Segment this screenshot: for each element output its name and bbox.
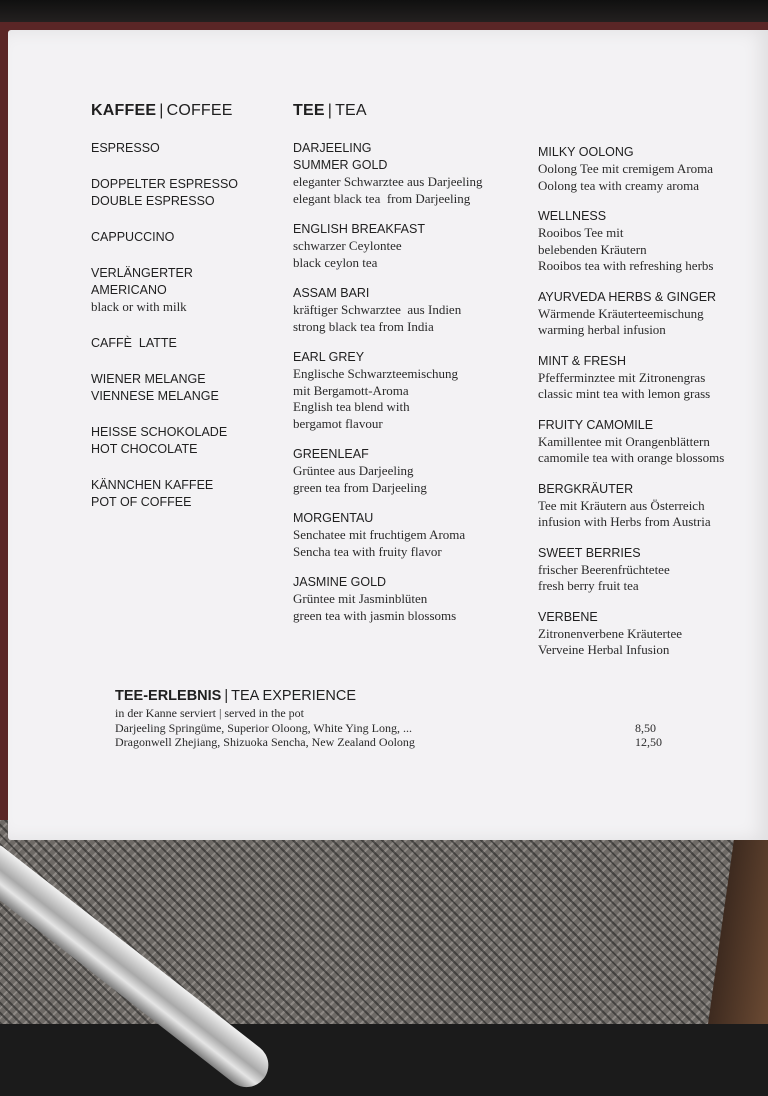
tea-item-desc-de: Tee mit Kräutern aus Österreich xyxy=(538,497,705,513)
tea-item-desc-de: Oolong Tee mit cremigem Aroma xyxy=(538,161,714,176)
tea-heading-en: TEA xyxy=(335,102,367,119)
coffee-item xyxy=(91,265,281,316)
coffee-item-name-en: HOT CHOCOLATE xyxy=(91,441,198,456)
tea-item-name: EARL GREY xyxy=(293,350,365,364)
tea-experience-section xyxy=(115,688,675,750)
tea-item-desc-en: fresh berry fruit tea xyxy=(538,578,639,593)
tea-item xyxy=(293,349,533,432)
tea-item-name: DARJEELING xyxy=(293,141,372,155)
coffee-item-name: VERLÄNGERTER xyxy=(91,266,193,280)
tea-item-desc-en: green tea from Darjeeling xyxy=(293,479,427,495)
tea-column-1 xyxy=(293,102,533,638)
tea-experience-price: 8,50 xyxy=(635,720,656,735)
tea-item-desc-en: warming herbal infusion xyxy=(538,322,666,337)
coffee-item-name: HEISSE SCHOKOLADE xyxy=(91,424,228,439)
coffee-item-desc: black or with milk xyxy=(91,299,187,314)
coffee-item-name: CAFFÈ LATTE xyxy=(91,335,177,350)
tea-item xyxy=(538,609,768,659)
tea-item xyxy=(293,510,533,560)
tea-item xyxy=(293,221,533,271)
tea-item-desc-en: classic mint tea with lemon grass xyxy=(538,386,711,401)
coffee-item xyxy=(91,229,281,246)
tea-item xyxy=(293,446,533,496)
coffee-heading-de: KAFFEE xyxy=(91,102,157,119)
tea-item xyxy=(538,289,768,339)
coffee-item-name: KÄNNCHEN KAFFEE xyxy=(91,477,214,492)
coffee-item xyxy=(91,424,281,458)
tea-item-desc-en: Verveine Herbal Infusion xyxy=(538,642,670,657)
tea-item-desc-de: Grüntee aus Darjeeling xyxy=(293,463,414,478)
coffee-heading-separator: | xyxy=(159,102,164,119)
tea-experience-heading-separator: | xyxy=(224,688,229,704)
tea-item-desc-de: kräftiger Schwarztee aus Indien xyxy=(293,302,462,317)
tea-item-desc-de: frischer Beerenfrüchtetee xyxy=(538,561,670,577)
tea-item-name: AYURVEDA HERBS & GINGER xyxy=(538,289,717,304)
tea-item-desc-de: Kamillentee mit Orangenblättern xyxy=(538,433,710,449)
tea-item-name: GREENLEAF xyxy=(293,447,369,461)
tea-item-desc-de-2: mit Bergamott-Aroma xyxy=(293,382,409,398)
tea-item-desc-de-2: belebenden Kräutern xyxy=(538,241,647,257)
tea-item-desc-en: elegant black tea from Darjeeling xyxy=(293,190,471,206)
tea-item-name: MORGENTAU xyxy=(293,511,374,525)
tea-item-desc-en: English tea blend with xyxy=(293,399,410,414)
tea-experience-line xyxy=(115,735,675,750)
tea-item-desc-en: strong black tea from India xyxy=(293,318,434,334)
tea-item-name-2: SUMMER GOLD xyxy=(293,158,388,172)
tea-item-desc-de: Zitronenverbene Kräutertee xyxy=(538,625,683,641)
tea-experience-heading-en: TEA EXPERIENCE xyxy=(231,688,357,704)
coffee-item xyxy=(91,335,281,352)
tea-item-name: MILKY OOLONG xyxy=(538,145,634,159)
tea-item xyxy=(538,545,768,595)
tea-item xyxy=(293,140,533,207)
coffee-item-name-en: POT OF COFFEE xyxy=(91,494,192,509)
tea-item-desc-de: Senchatee mit fruchtigem Aroma xyxy=(293,527,466,542)
menu-page xyxy=(8,30,768,840)
coffee-item-name: CAPPUCCINO xyxy=(91,230,175,244)
tea-item-desc-en: black ceylon tea xyxy=(293,254,378,270)
tea-item-name: VERBENE xyxy=(538,609,598,624)
tea-item-desc-en: infusion with Herbs from Austria xyxy=(538,514,711,529)
coffee-item-name-en: AMERICANO xyxy=(91,283,167,297)
coffee-column xyxy=(91,102,281,530)
coffee-item-name: DOPPELTER ESPRESSO xyxy=(91,177,239,191)
tea-item xyxy=(538,353,768,403)
tea-item-desc-en: camomile tea with orange blossoms xyxy=(538,450,725,465)
tea-item-name: BERGKRÄUTER xyxy=(538,481,634,496)
coffee-item xyxy=(91,176,281,210)
tea-experience-line-text: Darjeeling Springüme, Superior Oloong, White Ying Long, ... xyxy=(115,720,412,735)
tea-item-name: MINT & FRESH xyxy=(538,353,626,368)
tea-item-name: JASMINE GOLD xyxy=(293,575,387,589)
tea-item xyxy=(293,285,533,335)
tea-item-desc-de: Wärmende Kräuterteemischung xyxy=(538,305,704,321)
coffee-heading-en: COFFEE xyxy=(166,102,233,119)
tea-column-2 xyxy=(538,144,768,673)
coffee-item-name: ESPRESSO xyxy=(91,141,160,155)
tea-item xyxy=(538,417,768,467)
coffee-item-name-en: DOUBLE ESPRESSO xyxy=(91,194,215,208)
tea-item xyxy=(538,144,768,194)
tea-heading-separator: | xyxy=(327,102,333,119)
tea-item-desc-de: Grüntee mit Jasminblüten xyxy=(293,591,428,606)
tea-item-desc-en: Rooibos tea with refreshing herbs xyxy=(538,258,714,273)
coffee-item xyxy=(91,140,281,157)
coffee-item xyxy=(91,477,281,511)
tea-item-desc-de: schwarzer Ceylontee xyxy=(293,238,402,253)
tea-item-desc-de: Rooibos Tee mit xyxy=(538,225,624,240)
coffee-item-name: WIENER MELANGE xyxy=(91,371,206,386)
tea-item-desc-de: Pfefferminztee mit Zitronengras xyxy=(538,369,706,385)
coffee-heading xyxy=(91,102,281,120)
tea-item-desc-en-2: bergamot flavour xyxy=(293,415,383,431)
tea-item-name: SWEET BERRIES xyxy=(538,545,641,560)
tea-heading xyxy=(293,102,533,120)
tea-experience-heading-de: TEE-ERLEBNIS xyxy=(115,688,222,704)
tea-experience-heading xyxy=(115,688,675,704)
tea-item-name: ENGLISH BREAKFAST xyxy=(293,222,425,236)
tea-item-desc-en: Oolong tea with creamy aroma xyxy=(538,177,699,193)
tea-item-name: FRUITY CAMOMILE xyxy=(538,417,654,432)
coffee-item xyxy=(91,371,281,405)
tea-item-desc-en: Sencha tea with fruity flavor xyxy=(293,543,442,559)
tea-experience-subtitle: in der Kanne serviert | served in the pot xyxy=(115,706,305,720)
tea-experience-price: 12,50 xyxy=(635,735,662,749)
tea-experience-line xyxy=(115,721,675,736)
coffee-item-name-en: VIENNESE MELANGE xyxy=(91,388,219,403)
tea-heading-de: TEE xyxy=(293,102,325,119)
tea-item-name: WELLNESS xyxy=(538,209,607,223)
tea-item xyxy=(293,574,533,624)
tea-item xyxy=(538,481,768,531)
woven-placemat xyxy=(0,820,768,1024)
tea-item xyxy=(538,208,768,275)
tea-item-desc-en: green tea with jasmin blossoms xyxy=(293,607,457,623)
tea-experience-line-text: Dragonwell Zhejiang, Shizuoka Sencha, New Zealand Oolong xyxy=(115,735,415,749)
tea-item-name: ASSAM BARI xyxy=(293,286,370,300)
tea-item-desc-de: Englische Schwarzteemischung xyxy=(293,366,458,381)
tea-item-desc-de: eleganter Schwarztee aus Darjeeling xyxy=(293,174,483,189)
